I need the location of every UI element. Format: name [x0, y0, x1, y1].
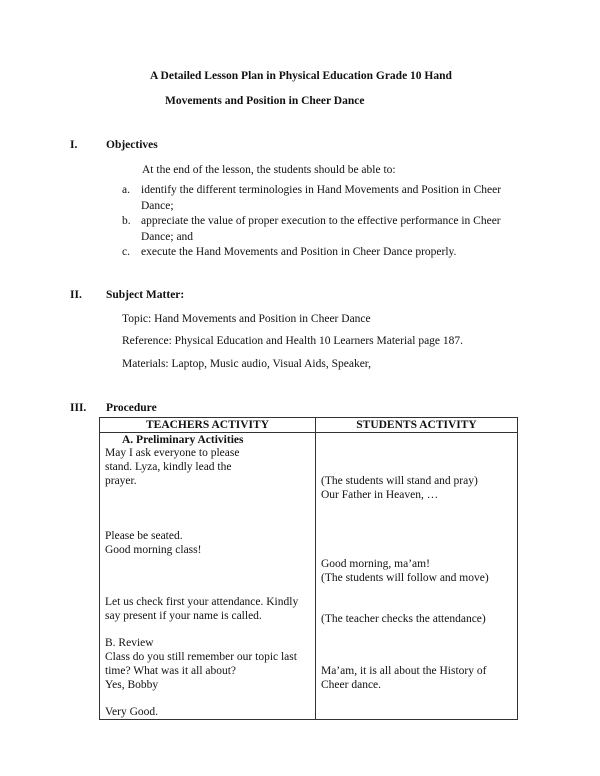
subject-materials: Materials: Laptop, Music audio, Visual Aids, Speaker, — [122, 358, 372, 370]
objective-item-c — [122, 244, 522, 260]
teacher-line: say present if your name is called. — [105, 610, 262, 622]
student-line: (The teacher checks the attendance) — [321, 613, 486, 625]
objective-label-c: c. — [122, 246, 130, 258]
objective-label-b: b. — [122, 215, 131, 227]
student-line: (The students will stand and pray) — [321, 475, 478, 487]
teacher-activity-cell — [100, 433, 316, 720]
objective-text-b-1: appreciate the value of proper execution to the effective performance in Cheer — [141, 215, 501, 227]
title-line-2: Movements and Position in Cheer Dance — [165, 95, 365, 107]
student-line: Cheer dance. — [321, 679, 382, 691]
procedure-table — [99, 417, 518, 720]
objective-text-b-2: Dance; and — [141, 231, 194, 243]
teacher-line: May I ask everyone to please — [105, 447, 240, 459]
objective-item-b — [122, 213, 522, 245]
teacher-line: Class do you still remember our topic last — [105, 651, 297, 663]
teacher-line: Let us check first your attendance. Kindly — [105, 596, 299, 608]
objective-label-a: a. — [122, 184, 130, 196]
students-activity-cell — [316, 433, 518, 720]
objective-text-a-2: Dance; — [141, 200, 174, 212]
section-title-procedure: Procedure — [106, 402, 157, 414]
title-line-1: A Detailed Lesson Plan in Physical Education Grade 10 Hand — [150, 70, 452, 82]
section-number-subject: II. — [70, 289, 82, 301]
column-header-students: STUDENTS ACTIVITY — [316, 418, 518, 433]
objectives-intro: At the end of the lesson, the students should be able to: — [142, 164, 396, 176]
student-line: (The students will follow and move) — [321, 572, 489, 584]
objective-item-a — [122, 182, 522, 214]
subject-reference: Reference: Physical Education and Health 10 Learners Material page 187. — [122, 335, 464, 347]
review-heading: B. Review — [105, 637, 154, 649]
objective-text-c-1: execute the Hand Movements and Position in Cheer Dance properly. — [141, 246, 457, 258]
objective-text-a-1: identify the different terminologies in Hand Movements and Position in Cheer — [141, 184, 502, 196]
teacher-line: Good morning class! — [105, 544, 202, 556]
teacher-line: Very Good. — [105, 706, 159, 718]
section-title-objectives: Objectives — [106, 139, 158, 151]
section-number-procedure: III. — [70, 402, 87, 414]
section-title-subject: Subject Matter: — [106, 289, 185, 301]
teacher-line: prayer. — [105, 475, 137, 487]
teacher-line: Please be seated. — [105, 530, 183, 542]
preliminary-activities-heading: A. Preliminary Activities — [122, 434, 244, 446]
section-number-objectives: I. — [70, 139, 78, 151]
teacher-line: time? What was it all about? — [105, 665, 237, 677]
subject-topic: Topic: Hand Movements and Position in Cheer Dance — [122, 313, 371, 325]
student-line: Ma’am, it is all about the History of — [321, 665, 487, 677]
student-line: Our Father in Heaven, … — [321, 489, 439, 501]
teacher-line: Yes, Bobby — [105, 679, 159, 691]
column-header-teacher: TEACHERS ACTIVITY — [100, 418, 316, 433]
teacher-line: stand. Lyza, kindly lead the — [105, 461, 232, 473]
student-line: Good morning, ma’am! — [321, 558, 430, 570]
